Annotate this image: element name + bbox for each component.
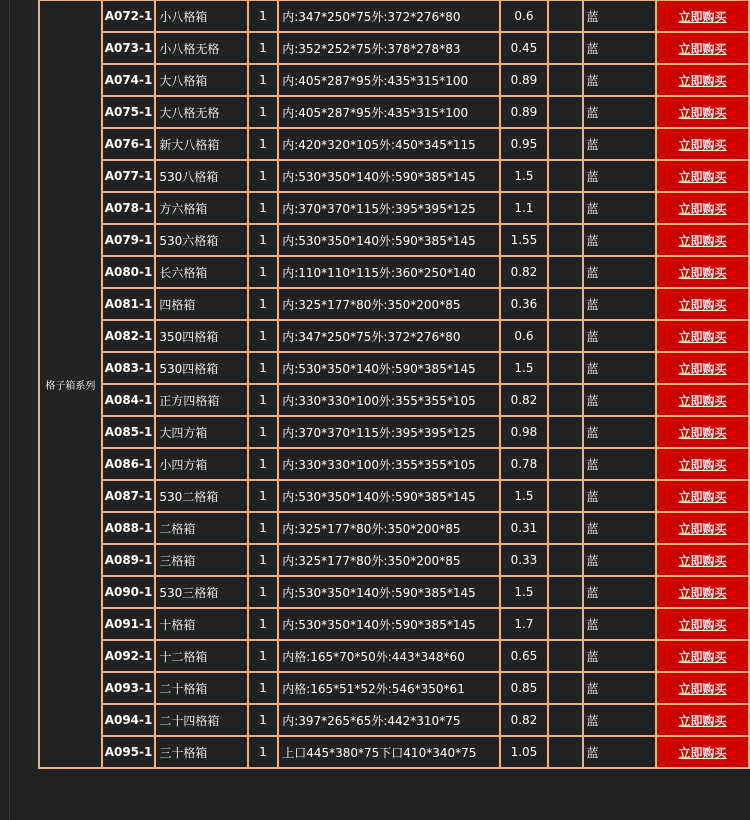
table-row (39, 448, 749, 480)
product-qty: 1 (248, 416, 279, 448)
buy-now-link[interactable]: 立即购买 (678, 713, 727, 728)
buy-cell (656, 512, 749, 544)
table-row (39, 736, 749, 768)
product-weight: 1.05 (500, 736, 549, 768)
product-qty: 1 (248, 704, 279, 736)
product-qty: 1 (248, 544, 279, 576)
product-weight: 1.5 (500, 352, 549, 384)
product-extra (548, 192, 582, 224)
product-weight: 0.6 (500, 320, 549, 352)
product-name: 530二格箱 (155, 480, 247, 512)
product-qty: 1 (248, 256, 279, 288)
product-weight: 0.89 (500, 64, 549, 96)
product-extra (548, 448, 582, 480)
product-extra (548, 416, 582, 448)
buy-now-link[interactable]: 立即购买 (678, 585, 727, 600)
product-extra (548, 320, 582, 352)
product-weight: 0.33 (500, 544, 549, 576)
buy-cell (656, 608, 749, 640)
product-extra (548, 736, 582, 768)
product-size: 内:405*287*95外:435*315*100 (278, 96, 499, 128)
product-code: A073-1 (102, 32, 156, 64)
product-qty: 1 (248, 384, 279, 416)
product-color: 蓝 (583, 192, 656, 224)
buy-now-link[interactable]: 立即购买 (678, 617, 727, 632)
product-weight: 1.1 (500, 192, 549, 224)
table-row (39, 128, 749, 160)
table-row (39, 32, 749, 64)
buy-cell (656, 320, 749, 352)
table-row (39, 672, 749, 704)
product-size: 内:530*350*140外:590*385*145 (278, 576, 499, 608)
product-extra (548, 640, 582, 672)
table-row (39, 288, 749, 320)
table-row (39, 512, 749, 544)
table-row (39, 352, 749, 384)
product-size: 内:347*250*75外:372*276*80 (278, 320, 499, 352)
product-table (38, 0, 750, 769)
buy-now-link[interactable]: 立即购买 (678, 457, 727, 472)
buy-now-link[interactable]: 立即购买 (678, 521, 727, 536)
product-code: A086-1 (102, 448, 156, 480)
product-size: 内:397*265*65外:442*310*75 (278, 704, 499, 736)
product-code: A077-1 (102, 160, 156, 192)
product-name: 新大八格箱 (155, 128, 247, 160)
product-name: 正方四格箱 (155, 384, 247, 416)
table-row (39, 544, 749, 576)
product-name: 530三格箱 (155, 576, 247, 608)
product-extra (548, 576, 582, 608)
product-code: A088-1 (102, 512, 156, 544)
product-size: 内:530*350*140外:590*385*145 (278, 352, 499, 384)
product-extra (548, 672, 582, 704)
product-extra (548, 128, 582, 160)
product-name: 大四方箱 (155, 416, 247, 448)
product-weight: 0.85 (500, 672, 549, 704)
product-qty: 1 (248, 448, 279, 480)
table-row (39, 96, 749, 128)
product-qty: 1 (248, 640, 279, 672)
left-divider (9, 0, 10, 820)
product-qty: 1 (248, 288, 279, 320)
table-row (39, 0, 749, 32)
product-color: 蓝 (583, 736, 656, 768)
product-size: 内:530*350*140外:590*385*145 (278, 480, 499, 512)
product-color: 蓝 (583, 0, 656, 32)
product-extra (548, 96, 582, 128)
buy-now-link[interactable]: 立即购买 (678, 553, 727, 568)
buy-cell (656, 0, 749, 32)
product-extra (548, 0, 582, 32)
product-code: A092-1 (102, 640, 156, 672)
product-color: 蓝 (583, 672, 656, 704)
buy-now-link[interactable]: 立即购买 (678, 393, 727, 408)
product-weight: 0.65 (500, 640, 549, 672)
buy-cell (656, 192, 749, 224)
product-size: 内:352*252*75外:378*278*83 (278, 32, 499, 64)
product-name: 三格箱 (155, 544, 247, 576)
buy-now-link[interactable]: 立即购买 (678, 745, 727, 760)
buy-now-link[interactable]: 立即购买 (678, 73, 727, 88)
buy-now-link[interactable]: 立即购买 (678, 425, 727, 440)
product-code: A084-1 (102, 384, 156, 416)
product-size: 内:370*370*115外:395*395*125 (278, 416, 499, 448)
buy-cell (656, 288, 749, 320)
product-color: 蓝 (583, 608, 656, 640)
product-name: 二十格箱 (155, 672, 247, 704)
product-code: A078-1 (102, 192, 156, 224)
product-name: 二十四格箱 (155, 704, 247, 736)
product-extra (548, 512, 582, 544)
buy-cell (656, 256, 749, 288)
product-weight: 1.5 (500, 576, 549, 608)
table-row (39, 192, 749, 224)
product-code: A093-1 (102, 672, 156, 704)
product-name: 530八格箱 (155, 160, 247, 192)
table-row (39, 480, 749, 512)
product-code: A082-1 (102, 320, 156, 352)
product-extra (548, 352, 582, 384)
product-extra (548, 32, 582, 64)
product-name: 小八格箱 (155, 0, 247, 32)
table-row (39, 256, 749, 288)
product-qty: 1 (248, 192, 279, 224)
product-name: 530四格箱 (155, 352, 247, 384)
buy-cell (656, 64, 749, 96)
product-extra (548, 160, 582, 192)
buy-now-link[interactable]: 立即购买 (678, 233, 727, 248)
buy-cell (656, 736, 749, 768)
product-qty: 1 (248, 160, 279, 192)
product-extra (548, 480, 582, 512)
product-code: A079-1 (102, 224, 156, 256)
table-row (39, 576, 749, 608)
product-size: 内格:165*70*50外:443*348*60 (278, 640, 499, 672)
product-name: 大八格无格 (155, 96, 247, 128)
product-code: A094-1 (102, 704, 156, 736)
product-qty: 1 (248, 320, 279, 352)
category-cell: 格子箱系列 (39, 0, 102, 768)
product-name: 三十格箱 (155, 736, 247, 768)
product-weight: 0.82 (500, 256, 549, 288)
product-qty: 1 (248, 0, 279, 32)
product-qty: 1 (248, 480, 279, 512)
product-name: 十二格箱 (155, 640, 247, 672)
product-weight: 0.98 (500, 416, 549, 448)
buy-now-link[interactable]: 立即购买 (678, 489, 727, 504)
product-size: 内:420*320*105外:450*345*115 (278, 128, 499, 160)
buy-cell (656, 416, 749, 448)
product-color: 蓝 (583, 640, 656, 672)
buy-now-link[interactable]: 立即购买 (678, 329, 727, 344)
table-row (39, 320, 749, 352)
product-code: A095-1 (102, 736, 156, 768)
product-code: A081-1 (102, 288, 156, 320)
product-color: 蓝 (583, 352, 656, 384)
product-weight: 0.89 (500, 96, 549, 128)
product-size: 内:347*250*75外:372*276*80 (278, 0, 499, 32)
buy-cell (656, 352, 749, 384)
product-color: 蓝 (583, 32, 656, 64)
product-qty: 1 (248, 736, 279, 768)
table-row (39, 608, 749, 640)
product-color: 蓝 (583, 128, 656, 160)
product-name: 方六格箱 (155, 192, 247, 224)
product-weight: 1.7 (500, 608, 549, 640)
product-color: 蓝 (583, 256, 656, 288)
product-code: A091-1 (102, 608, 156, 640)
product-size: 内:530*350*140外:590*385*145 (278, 160, 499, 192)
product-weight: 0.82 (500, 384, 549, 416)
product-name: 小八格无格 (155, 32, 247, 64)
buy-cell (656, 672, 749, 704)
table-row (39, 416, 749, 448)
product-code: A080-1 (102, 256, 156, 288)
table-row (39, 224, 749, 256)
product-extra (548, 288, 582, 320)
product-color: 蓝 (583, 64, 656, 96)
product-weight: 0.95 (500, 128, 549, 160)
buy-cell (656, 96, 749, 128)
product-color: 蓝 (583, 480, 656, 512)
product-size: 内:530*350*140外:590*385*145 (278, 224, 499, 256)
table-row (39, 64, 749, 96)
buy-cell (656, 384, 749, 416)
buy-now-link[interactable]: 立即购买 (678, 649, 727, 664)
product-color: 蓝 (583, 160, 656, 192)
product-code: A076-1 (102, 128, 156, 160)
buy-now-link[interactable]: 立即购买 (678, 201, 727, 216)
product-color: 蓝 (583, 512, 656, 544)
product-size: 内:325*177*80外:350*200*85 (278, 544, 499, 576)
product-code: A072-1 (102, 0, 156, 32)
table-row (39, 384, 749, 416)
product-size: 内:530*350*140外:590*385*145 (278, 608, 499, 640)
product-name: 十格箱 (155, 608, 247, 640)
product-qty: 1 (248, 672, 279, 704)
product-name: 大八格箱 (155, 64, 247, 96)
product-weight: 1.55 (500, 224, 549, 256)
buy-cell (656, 544, 749, 576)
product-qty: 1 (248, 352, 279, 384)
product-name: 四格箱 (155, 288, 247, 320)
product-color: 蓝 (583, 320, 656, 352)
buy-cell (656, 576, 749, 608)
product-code: A089-1 (102, 544, 156, 576)
product-color: 蓝 (583, 416, 656, 448)
buy-now-link[interactable]: 立即购买 (678, 265, 727, 280)
product-code: A083-1 (102, 352, 156, 384)
product-extra (548, 256, 582, 288)
product-qty: 1 (248, 128, 279, 160)
product-code: A074-1 (102, 64, 156, 96)
product-weight: 1.5 (500, 160, 549, 192)
buy-now-link[interactable]: 立即购买 (678, 105, 727, 120)
buy-now-link[interactable]: 立即购买 (678, 9, 727, 24)
buy-now-link[interactable]: 立即购买 (678, 41, 727, 56)
product-weight: 0.31 (500, 512, 549, 544)
product-name: 350四格箱 (155, 320, 247, 352)
product-weight: 0.6 (500, 0, 549, 32)
product-weight: 0.45 (500, 32, 549, 64)
product-qty: 1 (248, 608, 279, 640)
product-name: 530六格箱 (155, 224, 247, 256)
product-size: 内格:165*51*52外:546*350*61 (278, 672, 499, 704)
product-qty: 1 (248, 512, 279, 544)
product-size: 内:110*110*115外:360*250*140 (278, 256, 499, 288)
buy-now-link[interactable]: 立即购买 (678, 169, 727, 184)
buy-cell (656, 640, 749, 672)
product-name: 二格箱 (155, 512, 247, 544)
product-weight: 0.78 (500, 448, 549, 480)
table-row (39, 704, 749, 736)
product-qty: 1 (248, 64, 279, 96)
product-color: 蓝 (583, 96, 656, 128)
product-code: A075-1 (102, 96, 156, 128)
product-color: 蓝 (583, 384, 656, 416)
product-extra (548, 544, 582, 576)
product-extra (548, 608, 582, 640)
product-extra (548, 224, 582, 256)
buy-cell (656, 224, 749, 256)
product-size: 内:330*330*100外:355*355*105 (278, 448, 499, 480)
product-qty: 1 (248, 32, 279, 64)
product-color: 蓝 (583, 704, 656, 736)
product-color: 蓝 (583, 448, 656, 480)
buy-now-link[interactable]: 立即购买 (678, 361, 727, 376)
product-weight: 0.36 (500, 288, 549, 320)
buy-cell (656, 704, 749, 736)
product-name: 小四方箱 (155, 448, 247, 480)
product-name: 长六格箱 (155, 256, 247, 288)
buy-now-link[interactable]: 立即购买 (678, 297, 727, 312)
buy-cell (656, 480, 749, 512)
table-row (39, 160, 749, 192)
product-code: A085-1 (102, 416, 156, 448)
buy-cell (656, 128, 749, 160)
buy-cell (656, 32, 749, 64)
product-size: 内:325*177*80外:350*200*85 (278, 512, 499, 544)
buy-now-link[interactable]: 立即购买 (678, 137, 727, 152)
product-qty: 1 (248, 576, 279, 608)
product-extra (548, 384, 582, 416)
product-color: 蓝 (583, 224, 656, 256)
product-weight: 1.5 (500, 480, 549, 512)
product-size: 内:405*287*95外:435*315*100 (278, 64, 499, 96)
product-qty: 1 (248, 96, 279, 128)
buy-now-link[interactable]: 立即购买 (678, 681, 727, 696)
product-extra (548, 704, 582, 736)
product-code: A087-1 (102, 480, 156, 512)
product-weight: 0.82 (500, 704, 549, 736)
product-color: 蓝 (583, 288, 656, 320)
product-size: 上口445*380*75下口410*340*75 (278, 736, 499, 768)
product-extra (548, 64, 582, 96)
product-color: 蓝 (583, 576, 656, 608)
buy-cell (656, 160, 749, 192)
buy-cell (656, 448, 749, 480)
table-row (39, 640, 749, 672)
product-color: 蓝 (583, 544, 656, 576)
product-size: 内:330*330*100外:355*355*105 (278, 384, 499, 416)
product-qty: 1 (248, 224, 279, 256)
product-code: A090-1 (102, 576, 156, 608)
product-size: 内:370*370*115外:395*395*125 (278, 192, 499, 224)
product-size: 内:325*177*80外:350*200*85 (278, 288, 499, 320)
